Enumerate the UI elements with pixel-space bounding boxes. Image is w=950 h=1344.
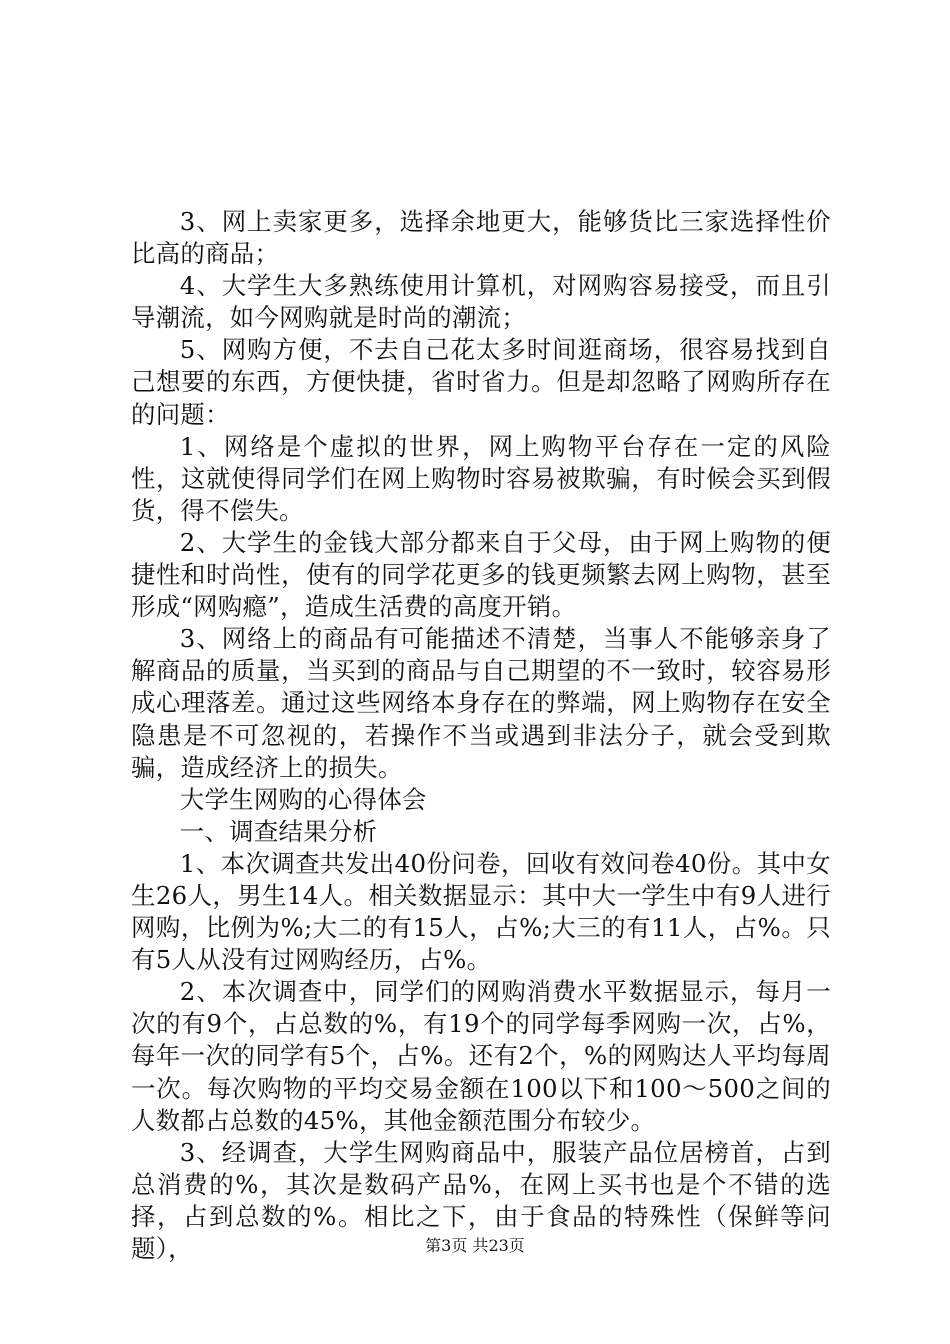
paragraph-6: 3、网络上的商品有可能描述不清楚，当事人不能够亲身了解商品的质量，当买到的商品与自己期望的不一致时，较容易形成心理落差。通过这些网络本身存在的弊端，网上购物存在安全隐患是不可忽视的，若操作不当或遇到非法分子，就会受到欺骗，造成经济上的损失。 [131, 624, 831, 782]
paragraph-9: 3、经调查，大学生网购商品中，服装产品位居榜首，占到总消费的%，其次是数码产品%，在网上买书也是个不错的选择，占到总数的%。相比之下，由于食品的特殊性（保鲜等问题）， [131, 1137, 831, 1263]
paragraph-5: 2、大学生的金钱大部分都来自于父母，由于网上购物的便捷性和时尚性，使有的同学花更多的钱更频繁去网上购物，甚至形成“网购瘾”，造成生活费的高度开销。 [131, 527, 831, 622]
paragraph-4: 1、网络是个虚拟的世界，网上购物平台存在一定的风险性，这就使得同学们在网上购物时容易被欺骗，有时候会买到假货，得不偿失。 [131, 431, 831, 525]
paragraph-7: 1、本次调查共发出40份问卷，回收有效问卷40份。其中女生26人，男生14人。相关数据显示：其中大一学生中有9人进行网购，比例为%;大二的有15人，占%;大三的有11人，占%。只有5人从没有过网购经历，占%。 [131, 848, 831, 975]
subsection-heading: 一、调查结果分析 [179, 816, 378, 846]
document-body [131, 206, 831, 1265]
paragraph-3: 5、网购方便，不去自己花太多时间逛商场，很容易找到自己想要的东西，方便快捷，省时省力。但是却忽略了网购所存在的问题： [131, 335, 831, 429]
paragraph-2: 4、大学生大多熟练使用计算机，对网购容易接受，而且引导潮流，如今网购就是时尚的潮流； [131, 271, 831, 333]
page-footer: 第3页 共23页 [425, 1236, 525, 1255]
paragraph-8: 2、本次调查中，同学们的网购消费水平数据显示，每月一次的有9个，占总数的%，有19个的同学每季网购一次，占%，每年一次的同学有5个，占%。还有2个，%的网购达人平均每周一次。每次购物的平均交易金额在100以下和100～500之间的人数都占总数的45%，其他金额范围分布较少。 [131, 977, 831, 1135]
paragraph-1: 3、网上卖家更多，选择余地更大，能够货比三家选择性价比高的商品； [131, 207, 831, 269]
section-heading: 大学生网购的心得体会 [179, 784, 427, 814]
